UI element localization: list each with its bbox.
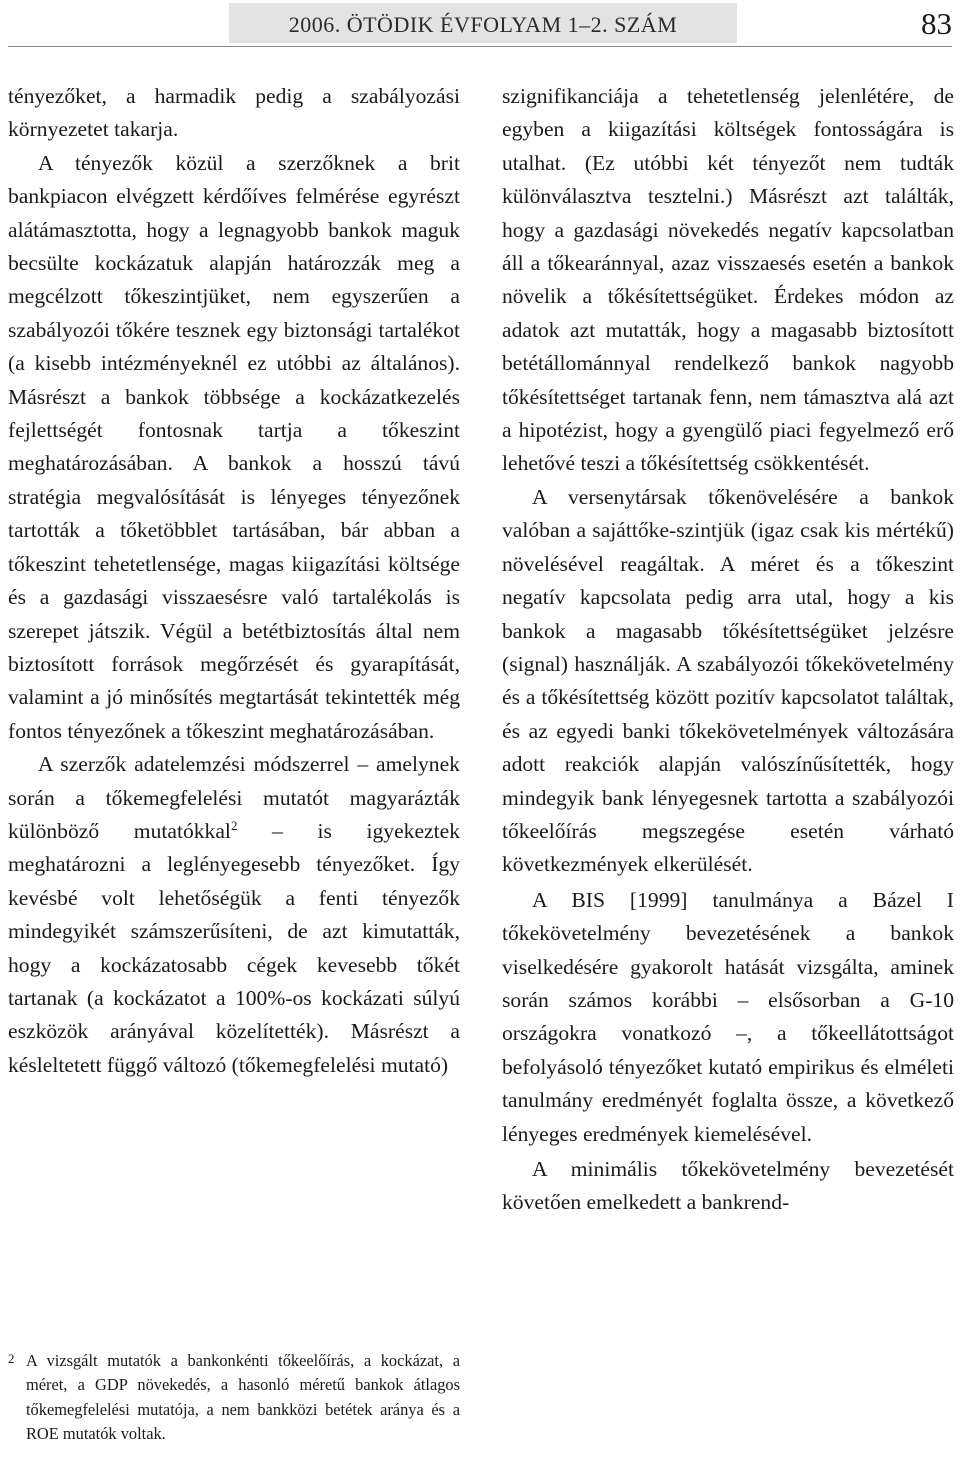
paragraph-text: A szerzők adatelemzési módszerrel – amelynek során a tőkemegfelelési mutatót magyarázták különböző mutatókkal xyxy=(8,752,460,843)
journal-issue-title: 2006. ÖTÖDIK ÉVFOLYAM 1–2. SZÁM xyxy=(288,12,678,37)
left-column xyxy=(8,80,460,1082)
right-column xyxy=(502,80,954,1220)
paragraph: A versenytársak tőkenövelésére a bankok valóban a sajáttőke-szintjük (igaz csak kis mértékű) növelésével reagáltak. A méret és a tőkeszint negatív kapcsolata pedig arra utal, hogy a kis bankok a magasabb tőkésítettségüket jelzésre (signal) használják. A szabályozói tőkekövetelmény és a tőkésítettség között pozitív kapcsolatot találtak, és az egyedi banki tőkekövetelmények változására adott reakciók alapján valószínűsítették, hogy mindegyik bank lényegesnek tartotta a szabályozói tőkeelőírás megszegése esetén várható következmények elkerülését. xyxy=(502,484,954,877)
paragraph xyxy=(8,748,460,1082)
footnote xyxy=(8,1349,460,1447)
paragraph: A tényezők közül a szerzőknek a brit bankpiacon elvégzett kérdőíves felmérése egyrészt alátámasztotta, hogy a legnagyobb bankok maguk becsülte kockázatuk alapján határozzák meg a megcélzott tőkeszintjüket, nem egyszerűen a szabályozói tőkére tesznek egy biztonsági tartalékot (a kisebb intézményeknél ez utóbbi az általános). Másrészt a bankok többsége a kockázatkezelés fejlettségét fontosnak tartja a tőkeszint meghatározásában. A bankok a hosszú távú stratégia megvalósítását is lényeges tényezőnek tartották a tőketöbblet tartásában, bár abban a tőkeszint tehetetlensége, magas kiigazítási költsége és a gazdasági visszaesésre való tartalékolás is szerepet játszik. Végül a betétbiztosítás által nem biztosított források megőrzését és gyarapítását, valamint a jó minősítés megtartását tekintették még fontos tényezőnek a tőkeszint meghatározásában. xyxy=(8,150,460,743)
header-divider xyxy=(8,46,952,47)
footnote-number: 2 xyxy=(8,1351,15,1366)
page-number: 83 xyxy=(921,6,952,41)
paragraph: A minimális tőkekövetelmény bevezetését követően emelkedett a bankrend- xyxy=(502,1157,954,1215)
paragraph-text: – is igyekeztek meghatározni a leglényegesebb tényezőket. Így kevésbé volt lehetőségük a fenti tényezők mindegyikét számszerűsíteni, de azt kimutatták, hogy a kockázatosabb cégek kevesebb tőkét tartanak (a kockázatot a 100%-os kockázati súlyú eszközök arányával közelítették). Másrészt a késleltetett függő változó (tőkemegfelelési mutató) xyxy=(8,818,461,1077)
paragraph: szignifikanciája a tehetetlenség jelenlétére, de egyben a kiigazítási költségek fontosságára is utalhat. (Ez utóbbi két tényezőt nem tudták különválasztva tesztelni.) Másrészt azt találták, hogy a gazdasági növekedés negatív kapcsolatban áll a tőkearánnyal, azaz visszaesés esetén a bankok növelik a tőkésítettségüket. Érdekes módon az adatok azt mutatták, hogy a magasabb biztosított betétállománnyal rendelkező bankok nagyobb tőkésítettséget tartanak fenn, nem támasztva alá azt a hipotézist, hogy a gyengülő piaci fegyelmező erő lehetővé teszi a tőkésítettség csökkentését. xyxy=(502,84,954,476)
paragraph: tényezőket, a harmadik pedig a szabályozási környezetet takarja. xyxy=(8,84,460,142)
paragraph: A BIS [1999] tanulmánya a Bázel I tőkekövetelmény bevezetésének a bankok viselkedésére gyakorolt hatását vizsgálta, aminek során számos korábbi – elsősorban a G-10 országokra vonatkozó –, a tőkeellátottságot befolyásoló tényezőket kutató empirikus és elméleti tanulmány eredményét foglalta össze, a következő lényeges eredmények kiemelésével. xyxy=(502,887,954,1146)
footnote-reference: 2 xyxy=(230,817,238,833)
footnote-text: A vizsgált mutatók a bankonkénti tőkeelőírás, a kockázat, a méret, a GDP növekedés, a hasonló méretű bankok átlagos tőkemegfelelési mutatója, a nem bankközi betétek aránya és a ROE mutatók voltak. xyxy=(26,1351,460,1444)
